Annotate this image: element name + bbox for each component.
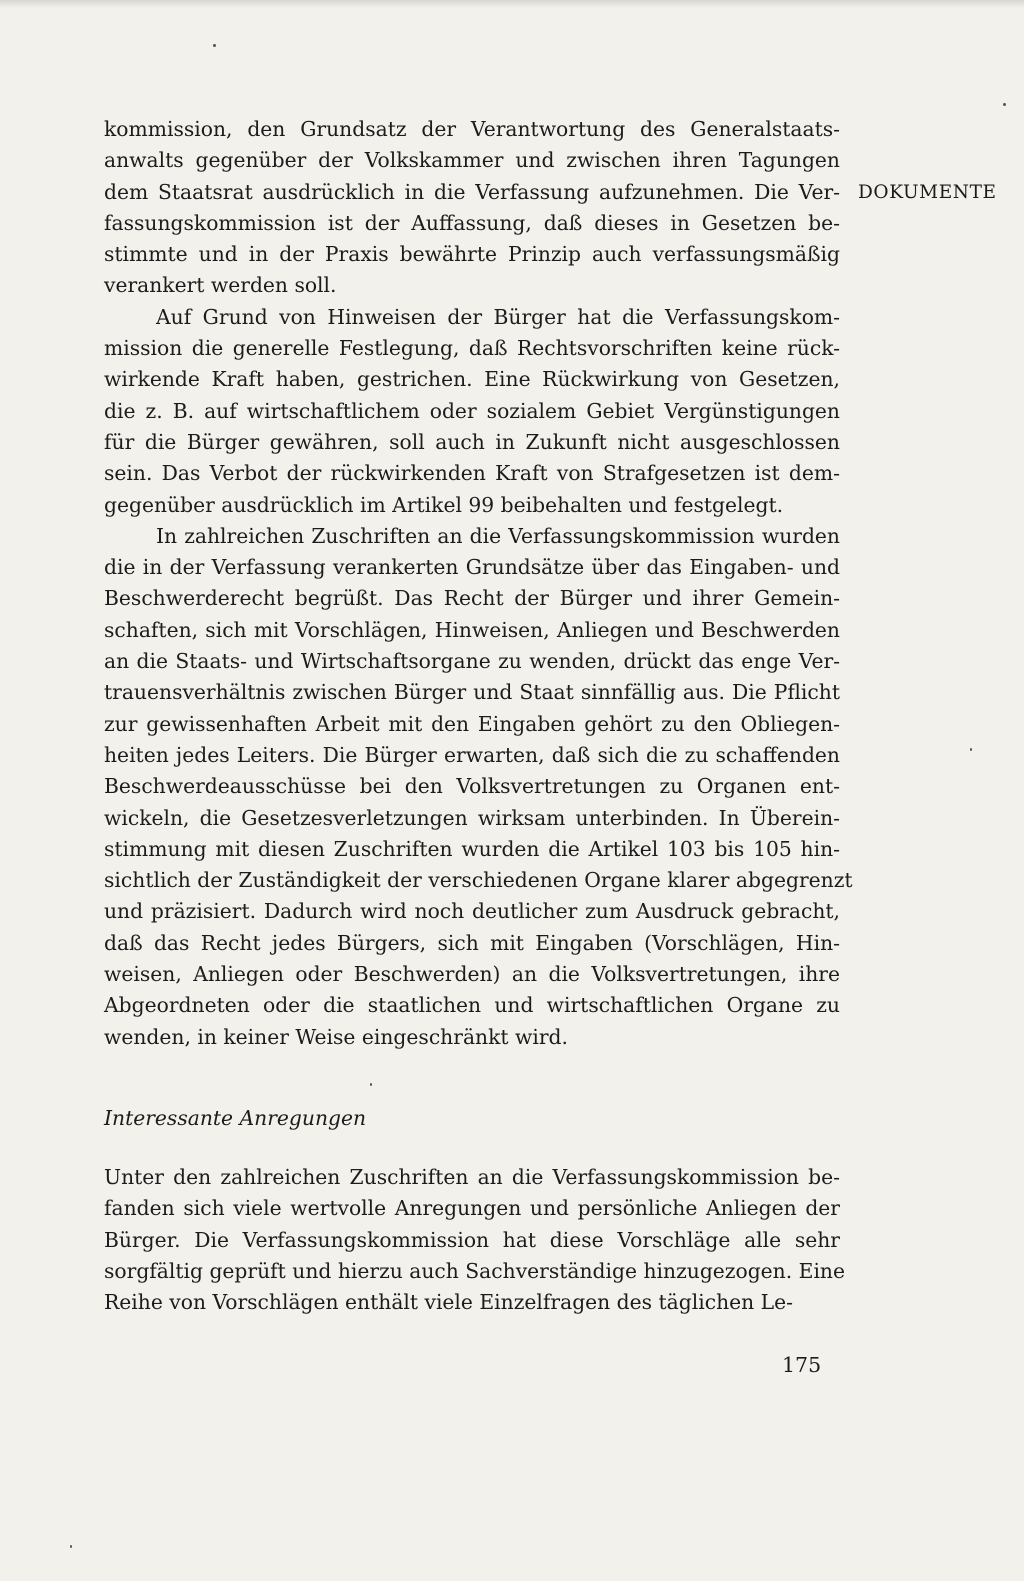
text-line: schaften, sich mit Vorschlägen, Hinweisen, Anliegen und Beschwerden (104, 617, 840, 642)
paragraph (104, 114, 840, 302)
text-line: sein. Das Verbot der rückwirkenden Kraft von Strafgesetzen ist dem- (104, 461, 840, 486)
text-line: mission die generelle Festlegung, daß Rechtsvorschriften keine rück- (104, 336, 840, 361)
text-line: In zahlreichen Zuschriften an die Verfassungskommission wurden (156, 523, 840, 548)
text-line: heiten jedes Leiters. Die Bürger erwarten, daß sich die zu schaffenden (104, 742, 840, 767)
text-line: Beschwerderecht begrüßt. Das Recht der Bürger und ihrer Gemein- (104, 586, 840, 611)
scan-speck (1003, 103, 1006, 106)
scan-speck (370, 1083, 372, 1086)
text-line: Abgeordneten oder die staatlichen und wirtschaftlichen Organe zu (104, 993, 840, 1018)
text-line: stimmte und in der Praxis bewährte Prinzip auch verfassungsmäßig (104, 242, 840, 267)
body-text-top (104, 114, 853, 1053)
text-line: wickeln, die Gesetzesverletzungen wirksam unterbinden. In Überein- (104, 805, 840, 830)
scan-top-edge (0, 0, 1024, 8)
section-heading: Interessante Anregungen (104, 1106, 367, 1130)
paragraph (104, 302, 840, 521)
text-line: kommission, den Grundsatz der Verantwortung des Generalstaats- (104, 117, 840, 141)
text-line: Beschwerdeausschüsse bei den Volksvertretungen zu Organen ent- (104, 774, 840, 799)
text-line: sorgfältig geprüft und hierzu auch Sachverständige hinzugezogen. Eine (104, 1258, 845, 1283)
scan-speck (70, 1545, 72, 1548)
text-line: sichtlich der Zuständigkeit der verschiedenen Organe klarer abgegrenzt (104, 868, 853, 893)
text-line: weisen, Anliegen oder Beschwerden) an die Volksvertretungen, ihre (104, 962, 840, 987)
text-line: fanden sich viele wertvolle Anregungen und persönliche Anliegen der (104, 1196, 840, 1221)
text-line: die in der Verfassung verankerten Grundsätze über das Eingaben- und (104, 555, 840, 580)
text-line: dem Staatsrat ausdrücklich in die Verfassung aufzunehmen. Die Ver- (104, 179, 840, 204)
text-line: wenden, in keiner Weise eingeschränkt wird. (104, 1024, 568, 1049)
text-line: wirkende Kraft haben, gestrichen. Eine Rückwirkung von Gesetzen, (104, 367, 840, 392)
text-line: Reihe von Vorschlägen enthält viele Einzelfragen des täglichen Le- (104, 1290, 793, 1315)
scan-speck (970, 748, 972, 751)
text-line: anwalts gegenüber der Volkskammer und zwischen ihren Tagungen (104, 148, 840, 173)
text-line: stimmung mit diesen Zuschriften wurden die Artikel 103 bis 105 hin- (104, 836, 840, 861)
text-line: daß das Recht jedes Bürgers, sich mit Eingaben (Vorschlägen, Hin- (104, 930, 840, 955)
scan-speck (213, 44, 216, 47)
text-line: trauensverhältnis zwischen Bürger und Staat sinnfällig aus. Die Pflicht (104, 680, 840, 705)
text-line: die z. B. auf wirtschaftlichem oder sozialem Gebiet Vergünstigungen (104, 398, 840, 423)
text-line: Unter den zahlreichen Zuschriften an die Verfassungskommission be- (104, 1165, 840, 1189)
text-line: gegenüber ausdrücklich im Artikel 99 beibehalten und festgelegt. (104, 492, 784, 517)
text-line: fassungskommission ist der Auffassung, daß dieses in Gesetzen be- (104, 210, 840, 235)
page-number: 175 (782, 1353, 822, 1377)
text-line: für die Bürger gewähren, soll auch in Zukunft nicht ausgeschlossen (104, 429, 840, 454)
text-line: zur gewissenhaften Arbeit mit den Eingaben gehört zu den Obliegen- (104, 711, 840, 736)
text-line: verankert werden soll. (104, 273, 337, 298)
body-text-bottom (104, 1162, 845, 1318)
paragraph (104, 521, 853, 1053)
text-line: an die Staats- und Wirtschaftsorgane zu wenden, drückt das enge Ver- (104, 649, 840, 674)
paragraph (104, 1162, 845, 1318)
text-line: Auf Grund von Hinweisen der Bürger hat die Verfassungskom- (156, 304, 840, 329)
text-line: Bürger. Die Verfassungskommission hat diese Vorschläge alle sehr (104, 1227, 840, 1252)
running-head: DOKUMENTE (858, 182, 997, 203)
text-line: und präzisiert. Dadurch wird noch deutlicher zum Ausdruck gebracht, (104, 899, 840, 924)
